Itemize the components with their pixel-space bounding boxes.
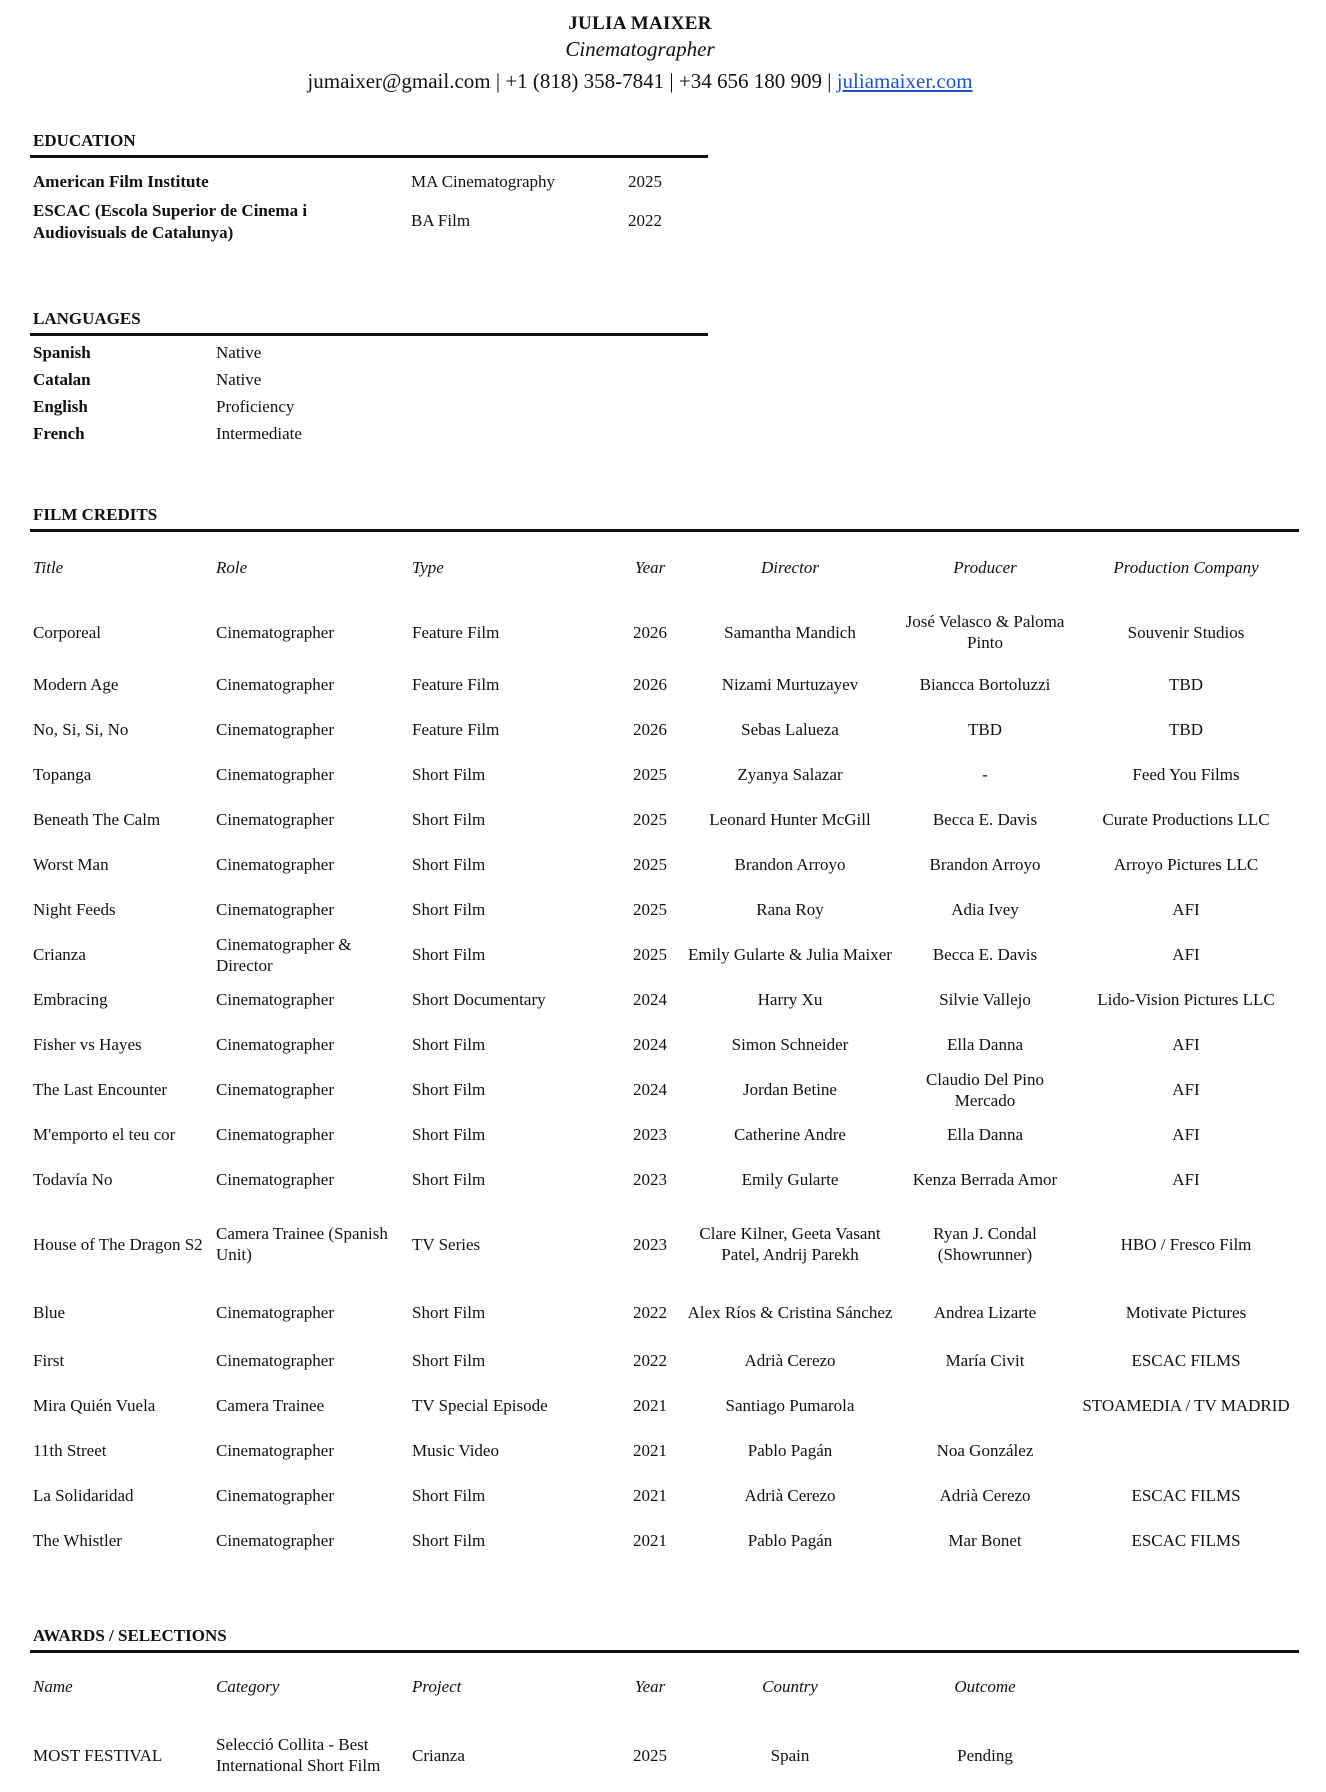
credit-director: Samantha Mandich: [724, 622, 856, 642]
credit-role: Cinematographer: [216, 1531, 335, 1550]
credit-role: Cinematographer: [216, 810, 335, 829]
credit-type: Music Video: [412, 1441, 499, 1460]
award-country: Spain: [770, 1745, 810, 1765]
credit-year: 2021: [633, 1441, 667, 1460]
table-row: [30, 1067, 1299, 1112]
language-level: Intermediate: [216, 424, 302, 443]
table-row: [30, 1286, 1299, 1338]
website-link[interactable]: juliamaixer.com: [836, 69, 973, 93]
credit-type: TV Special Episode: [412, 1396, 548, 1415]
credit-producer: Becca E. Davis: [932, 810, 1038, 829]
table-row: [30, 1112, 1299, 1157]
education-section: [30, 131, 708, 254]
credit-role: Cinematographer: [216, 675, 335, 694]
separator: |: [495, 69, 501, 93]
credit-company: AFI: [1172, 1170, 1200, 1189]
credit-director: Brandon Arroyo: [734, 855, 846, 874]
credit-year: 2024: [633, 1080, 667, 1099]
language-row: [30, 393, 708, 420]
column-header: Director: [761, 557, 819, 577]
credit-director: Pablo Pagán: [747, 1441, 833, 1460]
credit-director: Clare Kilner, Geeta Vasant Patel, Andrij Parekh: [699, 1224, 881, 1264]
languages-section: [30, 309, 708, 447]
credit-producer: Ella Danna: [947, 1035, 1023, 1054]
credit-role: Cinematographer: [216, 990, 335, 1009]
table-row: [30, 1473, 1299, 1518]
credit-title: Beneath The Calm: [33, 810, 161, 829]
credit-company: ESCAC FILMS: [1131, 1351, 1241, 1370]
credit-title: Corporeal: [33, 622, 101, 642]
credit-director: Pablo Pagán: [747, 1531, 833, 1550]
credit-type: Short Film: [412, 1486, 486, 1505]
credit-company: Feed You Films: [1132, 765, 1240, 784]
column-header: Type: [412, 557, 444, 577]
credit-role: Cinematographer: [216, 1351, 335, 1370]
credit-type: Short Film: [412, 1080, 486, 1099]
language-name: French: [33, 424, 85, 443]
credit-title: 11th Street: [33, 1441, 107, 1460]
credit-role: Cinematographer: [216, 1486, 335, 1505]
credit-type: Short Film: [412, 765, 486, 784]
credit-year: 2021: [633, 1531, 667, 1550]
credit-year: 2026: [633, 622, 667, 642]
credit-title: The Whistler: [33, 1531, 122, 1550]
credit-director: Zyanya Salazar: [737, 765, 843, 784]
table-row: [30, 1022, 1299, 1067]
credit-company: Souvenir Studios: [1127, 622, 1245, 642]
separator: |: [669, 69, 674, 93]
table-header-row: [30, 532, 1299, 602]
credit-company: HBO / Fresco Film: [1120, 1234, 1252, 1254]
credit-type: Short Film: [412, 810, 486, 829]
year-text: 2025: [628, 172, 662, 191]
credit-role: Cinematographer: [216, 1080, 335, 1099]
credit-producer: [897, 1383, 1073, 1428]
credit-year: 2025: [633, 945, 667, 964]
credit-role: Cinematographer: [216, 1441, 335, 1460]
table-row: [30, 1383, 1299, 1428]
language-name: Catalan: [33, 370, 91, 389]
table-row: [30, 707, 1299, 752]
credit-role: Camera Trainee (Spanish Unit): [216, 1224, 388, 1264]
language-level: Proficiency: [216, 397, 295, 416]
table-row: [30, 752, 1299, 797]
credit-role: Cinematographer: [216, 855, 335, 874]
credit-year: 2023: [633, 1125, 667, 1144]
credit-title: M'emporto el teu cor: [33, 1125, 176, 1144]
credit-director: Alex Ríos & Cristina Sánchez: [687, 1302, 893, 1322]
credit-year: 2025: [633, 900, 667, 919]
person-title: Cinematographer: [565, 37, 715, 61]
table-row: [30, 1518, 1299, 1563]
credit-year: 2025: [633, 855, 667, 874]
credit-title: Mira Quién Vuela: [33, 1396, 156, 1415]
credit-director: Sebas Lalueza: [741, 720, 839, 739]
credit-director: Adrià Cerezo: [744, 1351, 836, 1370]
credit-director: Simon Schneider: [731, 1035, 849, 1054]
credit-producer: Adia Ivey: [951, 900, 1019, 919]
section-heading: EDUCATION: [30, 131, 708, 158]
degree-text: BA Film: [411, 211, 471, 230]
credit-year: 2026: [633, 675, 667, 694]
credit-year: 2023: [633, 1170, 667, 1189]
award-year: 2025: [633, 1745, 667, 1765]
credit-role: Cinematographer: [216, 900, 335, 919]
film-credits-table: [30, 532, 1299, 1563]
credit-type: Feature Film: [412, 622, 500, 642]
table-row: [30, 1719, 1073, 1791]
credit-role: Cinematographer & Director: [216, 934, 352, 975]
language-level: Native: [216, 343, 262, 362]
credit-type: Short Film: [412, 945, 486, 964]
education-row: [30, 158, 708, 194]
credit-type: Short Film: [412, 1531, 486, 1550]
credit-company: [1073, 1428, 1299, 1473]
table-row: [30, 797, 1299, 842]
film-credits-section: [30, 505, 1299, 1563]
table-header-row: [30, 1653, 1073, 1719]
credit-producer: Claudio Del Pino Mercado: [925, 1069, 1045, 1110]
table-row: [30, 1202, 1299, 1286]
credit-year: 2026: [633, 720, 667, 739]
credit-type: Short Film: [412, 900, 486, 919]
credit-director: Emily Gularte & Julia Maixer: [688, 945, 892, 964]
credit-company: STOAMEDIA / TV MADRID: [1082, 1396, 1290, 1415]
credit-company: AFI: [1172, 1125, 1200, 1144]
column-header: Project: [412, 1676, 462, 1696]
credit-title: House of The Dragon S2: [33, 1234, 203, 1254]
credit-year: 2022: [633, 1302, 667, 1322]
credit-year: 2024: [633, 1035, 667, 1054]
credit-company: Motivate Pictures: [1125, 1302, 1247, 1322]
credit-title: Worst Man: [33, 855, 109, 874]
table-row: [30, 887, 1299, 932]
column-header: Category: [216, 1676, 280, 1696]
credit-company: Curate Productions LLC: [1102, 810, 1270, 829]
credit-company: ESCAC FILMS: [1131, 1531, 1241, 1550]
year-text: 2022: [628, 211, 662, 230]
credit-producer: Ryan J. Condal (Showrunner): [933, 1224, 1037, 1264]
language-row: [30, 339, 708, 366]
section-heading: FILM CREDITS: [30, 505, 1299, 532]
credit-director: Adrià Cerezo: [744, 1486, 836, 1505]
credit-producer: Silvie Vallejo: [939, 990, 1031, 1009]
school-name: [33, 200, 307, 244]
language-level: Native: [216, 370, 262, 389]
table-row: [30, 1338, 1299, 1383]
school-name-line: Audiovisuals de Catalunya): [33, 223, 234, 242]
language-name: English: [33, 397, 88, 416]
credit-type: Short Film: [412, 1302, 486, 1322]
credit-producer: Adrià Cerezo: [939, 1486, 1031, 1505]
award-outcome: Pending: [957, 1745, 1013, 1765]
credit-year: 2024: [633, 990, 667, 1009]
credit-company: Arroyo Pictures LLC: [1113, 855, 1259, 874]
credit-producer: Becca E. Davis: [932, 945, 1038, 964]
credit-producer: Noa González: [936, 1441, 1034, 1460]
credit-director: Harry Xu: [757, 990, 823, 1009]
credit-type: TV Series: [412, 1234, 481, 1254]
column-header: Year: [634, 557, 666, 577]
table-row: [30, 842, 1299, 887]
section-heading: AWARDS / SELECTIONS: [30, 1626, 1299, 1653]
credit-producer: Biancca Bortoluzzi: [919, 675, 1051, 694]
credit-role: Camera Trainee: [216, 1396, 325, 1415]
table-row: [30, 977, 1299, 1022]
table-row: [30, 602, 1299, 662]
credit-type: Short Film: [412, 1170, 486, 1189]
credit-role: Cinematographer: [216, 765, 335, 784]
credit-role: Cinematographer: [216, 1170, 335, 1189]
school-name: American Film Institute: [33, 172, 209, 191]
credit-title: Todavía No: [33, 1170, 113, 1189]
credit-producer: Mar Bonet: [948, 1531, 1022, 1550]
person-name: JULIA MAIXER: [568, 13, 712, 34]
credit-title: Crianza: [33, 945, 86, 964]
credit-title: Modern Age: [33, 675, 119, 694]
credit-company: TBD: [1169, 675, 1203, 694]
column-header: Producer: [953, 557, 1017, 577]
table-row: [30, 932, 1299, 977]
credit-title: Topanga: [33, 765, 92, 784]
credit-role: Cinematographer: [216, 1302, 335, 1322]
credit-year: 2023: [633, 1234, 667, 1254]
credit-producer: José Velasco & Paloma Pinto: [905, 612, 1065, 652]
credit-year: 2021: [633, 1396, 667, 1415]
credit-year: 2025: [633, 810, 667, 829]
credit-director: Santiago Pumarola: [725, 1396, 855, 1415]
credit-director: Catherine Andre: [734, 1125, 846, 1144]
credit-director: Leonard Hunter McGill: [709, 810, 871, 829]
credit-title: First: [33, 1351, 65, 1370]
credit-title: No, Si, Si, No: [33, 720, 129, 739]
credit-company: AFI: [1172, 1080, 1200, 1099]
credit-company: ESCAC FILMS: [1131, 1486, 1241, 1505]
table-row: [30, 1157, 1299, 1202]
credit-company: TBD: [1169, 720, 1203, 739]
language-row: [30, 420, 708, 447]
phone-es-text: +34 656 180 909: [678, 69, 822, 93]
credit-title: Blue: [33, 1302, 66, 1322]
credit-title: Fisher vs Hayes: [33, 1035, 142, 1054]
section-heading: LANGUAGES: [30, 309, 708, 336]
award-name: MOST FESTIVAL: [33, 1745, 163, 1765]
awards-section: [30, 1626, 1299, 1791]
credit-role: Cinematographer: [216, 1035, 335, 1054]
credit-title: Night Feeds: [33, 900, 116, 919]
credit-producer: Brandon Arroyo: [929, 855, 1041, 874]
credit-year: 2021: [633, 1486, 667, 1505]
credit-type: Short Film: [412, 1035, 486, 1054]
award-project: Crianza: [412, 1745, 465, 1765]
phone-us-text: +1 (818) 358-7841: [505, 69, 665, 93]
award-category: Selecció Collita - Best International Short Film: [216, 1735, 381, 1775]
credit-role: Cinematographer: [216, 720, 335, 739]
column-header: Year: [634, 1676, 666, 1696]
credit-company: AFI: [1172, 945, 1200, 964]
credit-title: Embracing: [33, 990, 108, 1009]
awards-body: [30, 1719, 1073, 1791]
film-credits-body: [30, 602, 1299, 1563]
column-header: Country: [762, 1676, 818, 1696]
school-name-line: ESCAC (Escola Superior de Cinema i: [33, 201, 308, 220]
credit-title: The Last Encounter: [33, 1080, 168, 1099]
column-header: Role: [216, 557, 248, 577]
table-row: [30, 1428, 1299, 1473]
contact-line: [0, 66, 1280, 96]
credit-producer: Ella Danna: [947, 1125, 1023, 1144]
column-header: Name: [33, 1676, 73, 1696]
separator: |: [827, 69, 832, 93]
credit-director: Jordan Betine: [743, 1080, 837, 1099]
table-row: [30, 662, 1299, 707]
column-header: Production Company: [1113, 557, 1259, 577]
credit-director: Nizami Murtuzayev: [721, 675, 859, 694]
credit-year: 2022: [633, 1351, 667, 1370]
credit-company: AFI: [1172, 900, 1200, 919]
credit-type: Short Film: [412, 855, 486, 874]
awards-table: [30, 1653, 1073, 1791]
column-header: Outcome: [954, 1676, 1016, 1696]
credit-director: Emily Gularte: [741, 1170, 839, 1189]
credit-year: 2025: [633, 765, 667, 784]
credit-producer: -: [982, 765, 988, 784]
credit-company: Lido-Vision Pictures LLC: [1097, 990, 1275, 1009]
education-row: [30, 194, 708, 254]
credit-type: Short Film: [412, 1351, 486, 1370]
credit-type: Short Film: [412, 1125, 486, 1144]
email-text: jumaixer@gmail.com: [307, 69, 491, 93]
credit-company: AFI: [1172, 1035, 1200, 1054]
column-header: Title: [33, 557, 64, 577]
credit-producer: TBD: [968, 720, 1002, 739]
credit-producer: María Civit: [945, 1351, 1025, 1370]
credit-title: La Solidaridad: [33, 1486, 134, 1505]
credit-type: Feature Film: [412, 675, 500, 694]
degree-text: MA Cinematography: [411, 172, 556, 191]
credit-producer: Kenza Berrada Amor: [912, 1170, 1058, 1189]
credit-type: Feature Film: [412, 720, 500, 739]
credit-role: Cinematographer: [216, 1125, 335, 1144]
credit-type: Short Documentary: [412, 990, 546, 1009]
credit-role: Cinematographer: [216, 622, 335, 642]
language-name: Spanish: [33, 343, 91, 362]
credit-producer: Andrea Lizarte: [933, 1302, 1037, 1322]
credit-director: Rana Roy: [756, 900, 824, 919]
resume-header: [0, 12, 1280, 96]
language-row: [30, 366, 708, 393]
